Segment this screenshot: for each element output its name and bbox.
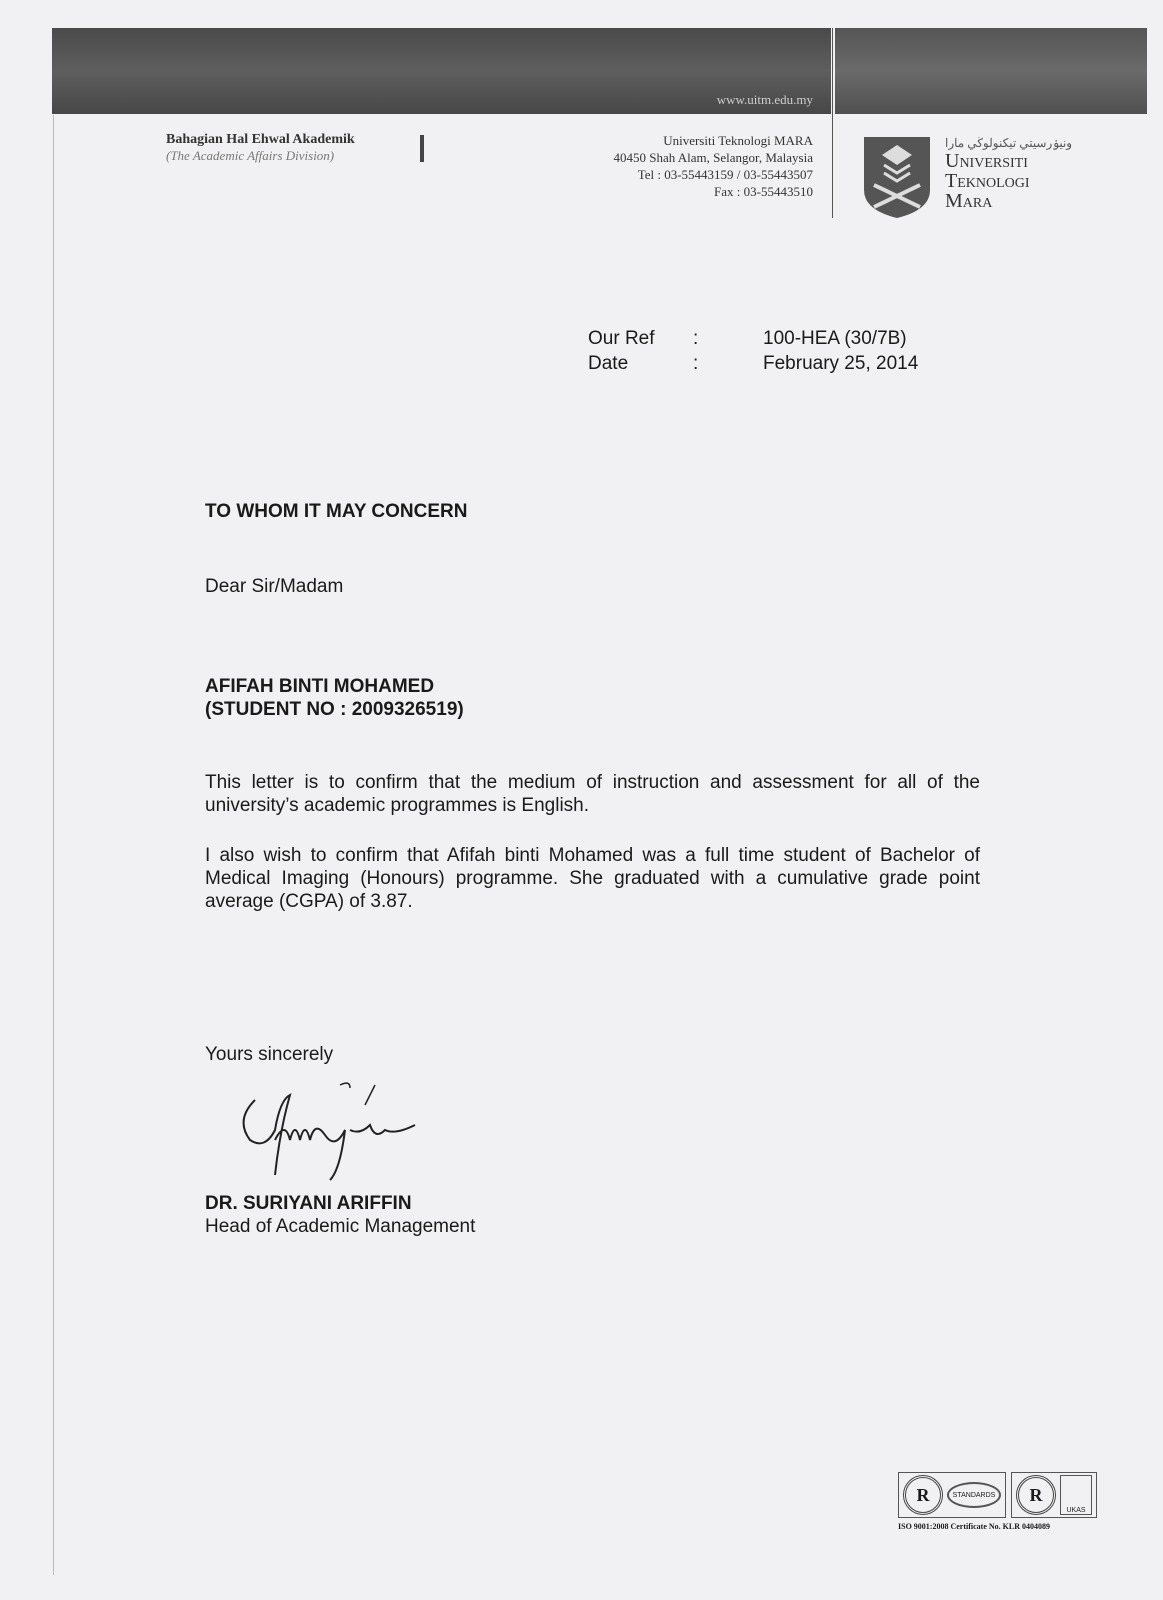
division-name bbox=[166, 132, 355, 164]
university-wordmark bbox=[945, 136, 1072, 211]
arabic-name: ونيۏرسيتي تيكنولوڬي مارا bbox=[945, 136, 1073, 150]
reference-block bbox=[588, 326, 918, 376]
separator: : bbox=[693, 353, 699, 374]
date-label: Date bbox=[588, 353, 629, 374]
paragraph-1: This letter is to confirm that the medium of instruction and assessment for all of the university’s academic programmes is English. bbox=[205, 772, 980, 816]
ref-value: 100-HEA (30/7B) bbox=[763, 328, 907, 349]
address-line: Universiti Teknologi MARA bbox=[663, 133, 813, 148]
logo-word: Universiti bbox=[945, 150, 1028, 172]
paragraph-2: I also wish to confirm that Afifah binti Mohamed was a full time student of Bachelor of Medical Imaging (Honours) programme. She graduated with a cumulative grade point average (CGPA) of 3.87. bbox=[205, 845, 980, 912]
date-value: February 25, 2014 bbox=[763, 353, 919, 374]
phone: Tel : 03-55443159 / 03-55443507 bbox=[637, 167, 813, 182]
university-logo-icon bbox=[862, 135, 932, 220]
signatory-title: Head of Academic Management bbox=[205, 1216, 476, 1237]
student-number: (STUDENT NO : 2009326519) bbox=[205, 699, 464, 720]
ref-label: Our Ref bbox=[588, 328, 655, 349]
division-subtitle: (The Academic Affairs Division) bbox=[166, 148, 335, 163]
fax: Fax : 03-55443510 bbox=[714, 184, 813, 199]
letterhead-banner bbox=[52, 28, 831, 114]
university-address bbox=[613, 132, 813, 200]
certification-marks bbox=[898, 1472, 1097, 1531]
division-title: Bahagian Hal Ehwal Akademik bbox=[166, 132, 355, 147]
letterhead-banner-right bbox=[835, 28, 1147, 114]
divider-bar bbox=[420, 135, 424, 162]
website-url: www.uitm.edu.my bbox=[716, 92, 813, 107]
student-name: AFIFAH BINTI MOHAMED bbox=[205, 676, 435, 697]
logo-word: Teknologi bbox=[945, 170, 1030, 192]
divider bbox=[832, 28, 833, 218]
page-edge bbox=[53, 115, 54, 1575]
iso-caption: ISO 9001:2008 Certificate No. KLR 0404089 bbox=[898, 1522, 1050, 1531]
greeting: Dear Sir/Madam bbox=[205, 576, 344, 597]
logo-word: Mara bbox=[945, 190, 993, 212]
address-line: 40450 Shah Alam, Selangor, Malaysia bbox=[613, 150, 813, 165]
cert-box bbox=[1011, 1472, 1097, 1518]
standards-logo: STANDARDS bbox=[947, 1482, 1001, 1508]
registered-mark-icon: R bbox=[1016, 1475, 1056, 1515]
signatory-name: DR. SURIYANI ARIFFIN bbox=[205, 1193, 412, 1214]
separator: : bbox=[693, 328, 699, 349]
heading: TO WHOM IT MAY CONCERN bbox=[205, 501, 468, 522]
cert-box bbox=[898, 1472, 1006, 1518]
signature-icon bbox=[235, 1080, 425, 1190]
registered-mark-icon: R bbox=[903, 1475, 943, 1515]
ukas-logo: UKAS bbox=[1060, 1475, 1092, 1515]
closing: Yours sincerely bbox=[205, 1044, 334, 1065]
